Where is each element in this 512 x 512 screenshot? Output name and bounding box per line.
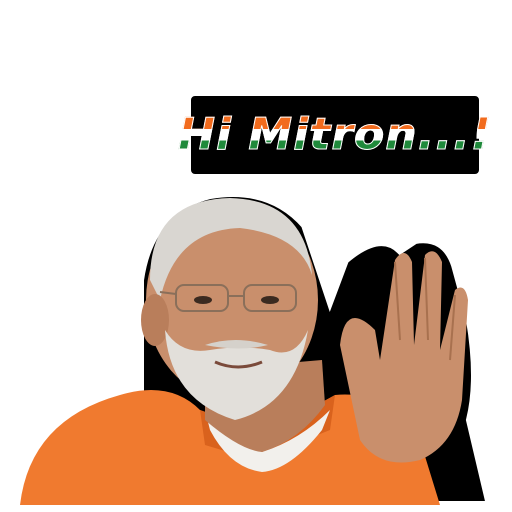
- right-eye: [261, 296, 279, 304]
- caption-text: Hi Mitron...!: [178, 109, 492, 160]
- left-eye: [194, 296, 212, 304]
- ear: [141, 294, 169, 346]
